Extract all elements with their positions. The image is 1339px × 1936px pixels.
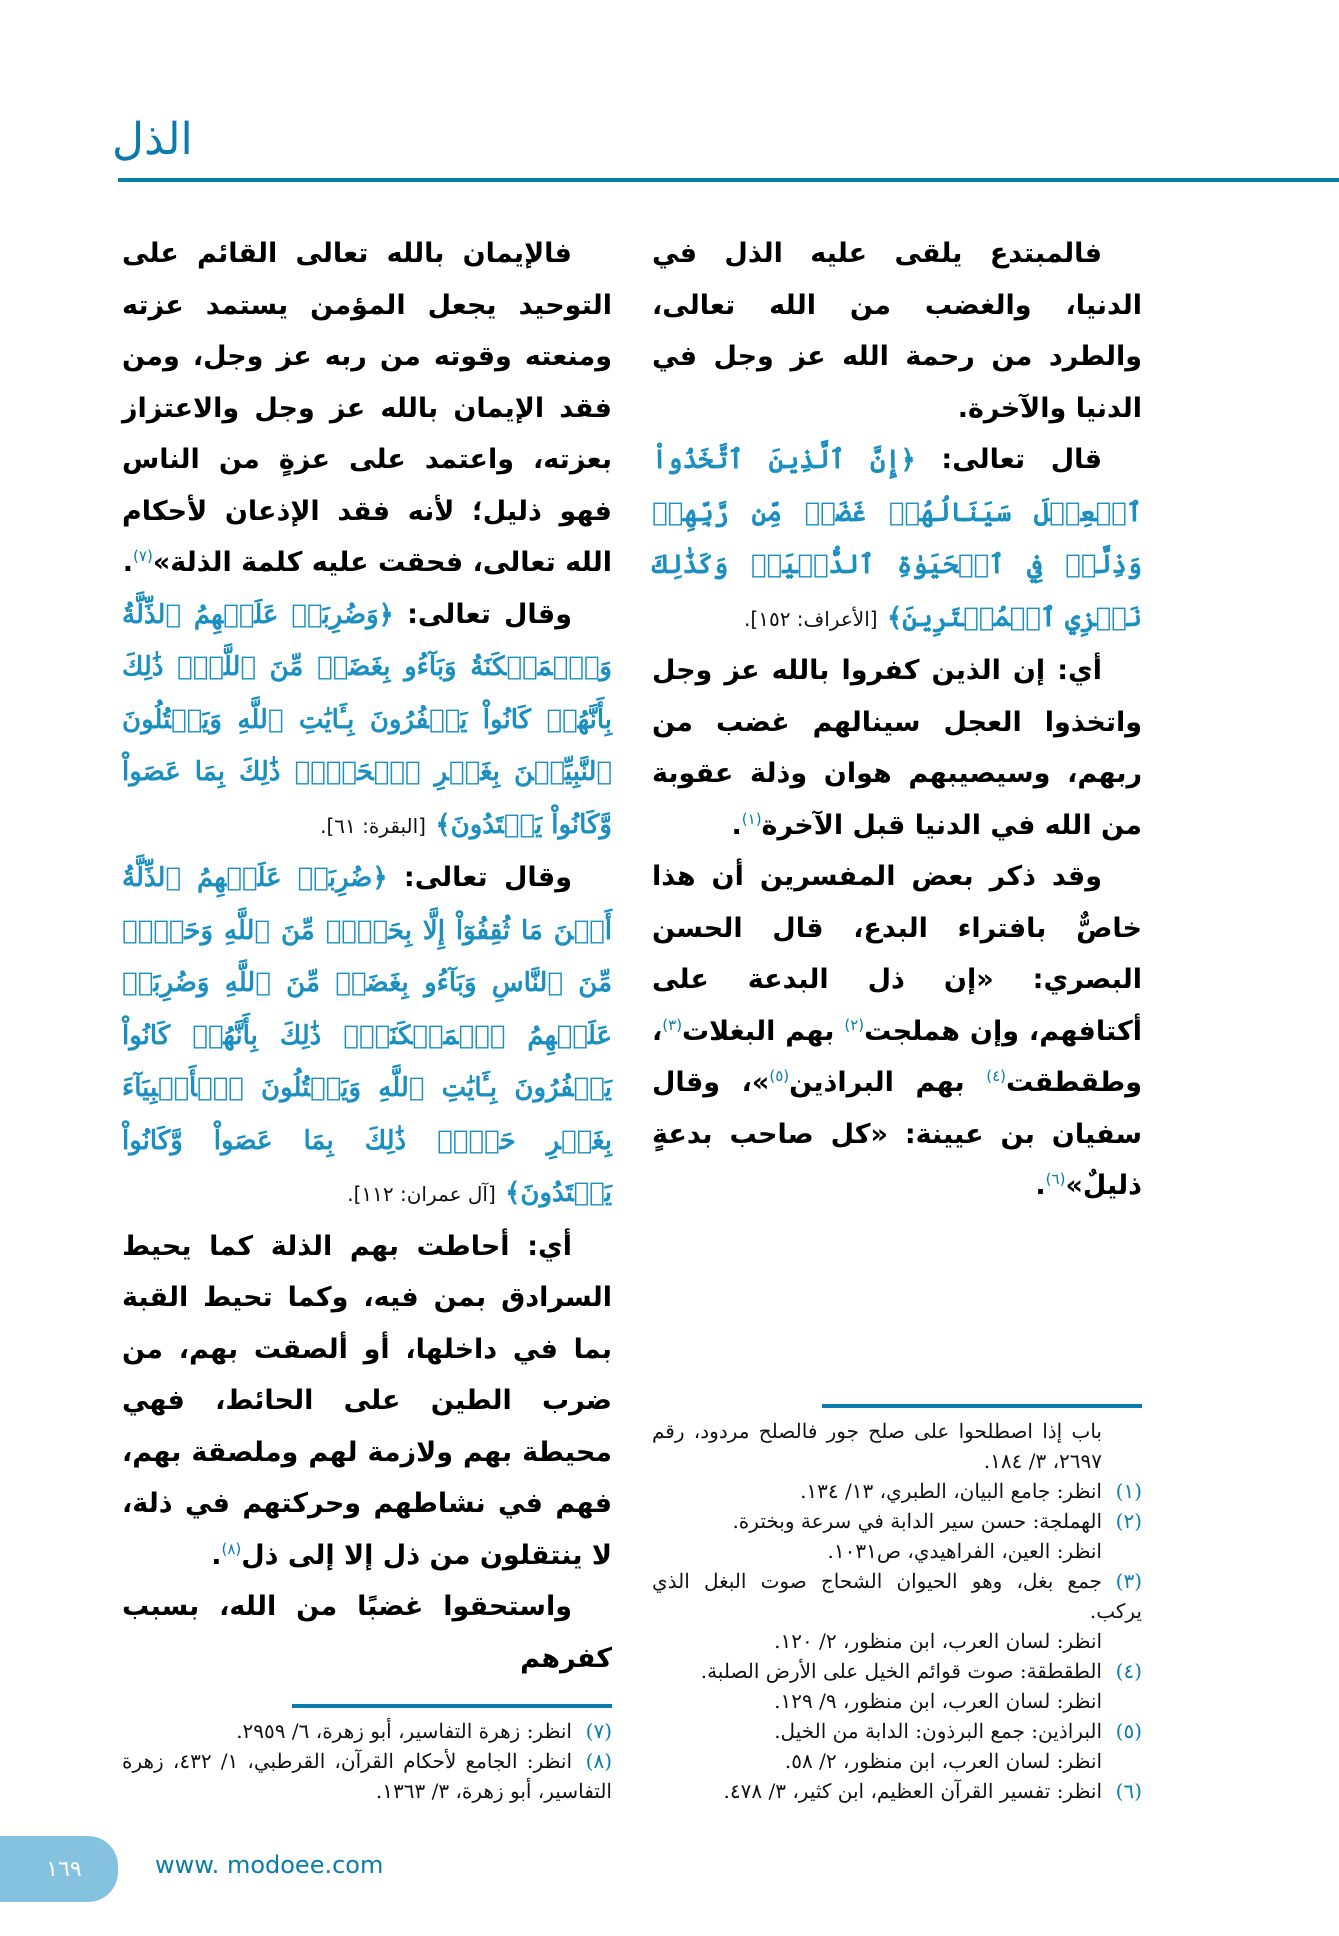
footnote-number: (١) bbox=[1115, 1479, 1142, 1503]
footnote-ref[interactable]: (١) bbox=[741, 809, 762, 828]
page-footer bbox=[0, 1826, 1339, 1936]
footnote-text: انظر: جامع البيان، الطبري، ١٣/ ١٣٤. bbox=[800, 1479, 1102, 1503]
verse-intro: وقال تعالى: bbox=[407, 598, 573, 630]
footnote-divider bbox=[822, 1404, 1142, 1408]
page-number: ١٦٩ bbox=[46, 1856, 82, 1882]
ornate-bracket-close-icon: ﴾ bbox=[886, 602, 903, 633]
ornate-bracket-open-icon: ﴿ bbox=[900, 445, 916, 475]
footnote-text: الطقطقة: صوت قوائم الخيل على الأرض الصلبة. bbox=[700, 1659, 1102, 1683]
period: . bbox=[1035, 1170, 1046, 1201]
paragraph-text: بهم البغلات bbox=[682, 1015, 845, 1047]
footnote-text: انظر: زهرة التفاسير، أبو زهرة، ٦/ ٢٩٥٩. bbox=[236, 1719, 572, 1743]
verse-block bbox=[122, 852, 612, 1221]
footnote-number: (٣) bbox=[1115, 1569, 1142, 1593]
verse-block bbox=[122, 589, 612, 853]
footnote-ref[interactable]: (٣) bbox=[662, 1015, 683, 1034]
footnote-line bbox=[652, 1416, 1142, 1476]
ornate-bracket-close-icon: ﴾ bbox=[435, 809, 451, 840]
footnote-text: البراذين: جمع البرذون: الدابة من الخيل. bbox=[774, 1719, 1102, 1743]
footnote-line bbox=[652, 1506, 1142, 1536]
verse-block bbox=[652, 434, 1142, 645]
paragraph bbox=[652, 645, 1142, 851]
footnote-line bbox=[652, 1626, 1142, 1656]
footnote-divider bbox=[292, 1704, 612, 1708]
footnote-ref[interactable]: (٨) bbox=[221, 1539, 242, 1558]
footnote-line bbox=[652, 1566, 1142, 1626]
footnote-line bbox=[652, 1746, 1142, 1776]
footnote-line bbox=[652, 1776, 1142, 1806]
left-column-body bbox=[122, 228, 612, 1684]
footnote-text: انظر: لسان العرب، ابن منظور، ٩/ ١٢٩. bbox=[774, 1689, 1102, 1713]
quran-verse: ضُرِبَتۡ عَلَيۡهِمُ ٱلذِّلَّةُ أَيۡنَ مَا ثُقِفُوٓاْ إِلَّا بِحَبۡلٖ مِّنَ ٱللَّهِ وَحَبۡلٖ مِّنَ ٱلنَّاسِ وَبَآءُو بِغَضَبٖ مِّنَ ٱللَّهِ وَضُرِبَتۡ عَلَيۡهِمُ ٱلۡمَسۡكَنَةُۚ ذَٰلِكَ بِأَنَّهُمۡ كَانُواْ يَكۡفُرُونَ بِـَٔايَٰتِ ٱللَّهِ وَيَقۡتُلُونَ ٱلۡأَنۢبِيَآءَ بِغَيۡرِ حَقّٖۚ ذَٰلِكَ بِمَا عَصَواْ وَّكَانُواْ يَعۡتَدُونَ bbox=[122, 863, 612, 1208]
verse-reference: [آل عمران: ١١٢]. bbox=[347, 1182, 496, 1206]
footnotes-left bbox=[122, 1684, 612, 1806]
footnote-line bbox=[652, 1476, 1142, 1506]
ornate-bracket-open-icon: ﴿ bbox=[372, 863, 388, 893]
footnote-line bbox=[652, 1656, 1142, 1686]
page-number-badge bbox=[0, 1836, 118, 1902]
footnote-line bbox=[652, 1536, 1142, 1566]
footnote-ref[interactable]: (٢) bbox=[844, 1015, 865, 1034]
footnote-text: انظر: تفسير القرآن العظيم، ابن كثير، ٣/ ٤٧٨. bbox=[723, 1779, 1102, 1803]
footnote-text: انظر: الجامع لأحكام القرآن، القرطبي، ١/ ٤٣٢، زهرة التفاسير، أبو زهرة، ٣/ ١٣٦٣. bbox=[122, 1749, 612, 1803]
footnotes-right bbox=[652, 1384, 1142, 1806]
right-column bbox=[652, 228, 1142, 1806]
left-column bbox=[122, 228, 612, 1806]
paragraph-text: »، وقال سفيان بن عيينة: «كل صاحب بدعةٍ ذليلٌ» bbox=[652, 1067, 1142, 1201]
verse-intro: وقال تعالى: bbox=[403, 862, 573, 893]
verse-reference: [البقرة: ٦١]. bbox=[320, 813, 426, 838]
quran-verse: إِنَّ ٱلَّذِينَ ٱتَّخَذُواْ ٱلۡعِجۡلَ سَيَنَالُهُمۡ غَضَبٞ مِّن رَّبِّهِمۡ وَذِلَّةٞ فِي ٱلۡحَيَوٰةِ ٱلدُّنۡيَاۚ وَكَذَٰلِكَ نَجۡزِي ٱلۡمُفۡتَرِينَ bbox=[652, 445, 1142, 633]
footnote-text: انظر: لسان العرب، ابن منظور، ٢/ ١٢٠. bbox=[774, 1629, 1102, 1653]
footnote-text: باب إذا اصطلحوا على صلح جور فالصلح مردود، رقم ٢٦٩٧، ٣/ ١٨٤. bbox=[652, 1419, 1102, 1473]
footnote-ref[interactable]: (٤) bbox=[986, 1067, 1007, 1085]
footnote-list bbox=[652, 1416, 1142, 1806]
paragraph-text: ، وطقطقت bbox=[652, 1015, 1142, 1098]
footnote-ref[interactable]: (٥) bbox=[769, 1067, 790, 1085]
footnote-number: (٦) bbox=[1115, 1779, 1142, 1803]
paragraph: فالمبتدع يلقى عليه الذل في الدنيا، والغضب من الله تعالى، والطرد من رحمة الله عز وجل في الدنيا والآخرة. bbox=[652, 238, 1142, 424]
footnote-line bbox=[122, 1746, 612, 1806]
footnote-text: انظر: لسان العرب، ابن منظور، ٢/ ٥٨. bbox=[784, 1749, 1102, 1773]
paragraph-text: أي: إن الذين كفروا بالله عز وجل واتخذوا العجل سينالهم غضب من ربهم، وسيصيبهم هوان وذلة عقوبة من الله في الدنيا قبل الآخرة bbox=[652, 655, 1142, 841]
paragraph-text: بهم البراذين bbox=[789, 1067, 987, 1098]
period: . bbox=[122, 547, 134, 578]
paragraph bbox=[652, 851, 1142, 1212]
period: . bbox=[211, 1539, 222, 1571]
paragraph-text: أي: أحاطت بهم الذلة كما يحيط السرادق بمن فيه، وكما تحيط القبة بما في داخلها، أو ألصقت بهم، من ضرب الطين على الحائط، فهي محيطة بهم ولازمة لهم وملصقة بهم، فهم في نشاطهم وحركتهم في ذلة، لا ينتقلون من ذل إلا إلى ذل bbox=[122, 1230, 612, 1571]
paragraph-text: وقد ذكر بعض المفسرين أن هذا خاصٌّ بافتراء البدع، قال الحسن البصري: «إن ذل البدعة على أكتافهم، وإن هملجت bbox=[652, 861, 1142, 1047]
footnote-number: (٥) bbox=[1115, 1719, 1142, 1743]
footnote-list bbox=[122, 1716, 612, 1806]
paragraph: واستحقوا غضبًا من الله، بسبب كفرهم bbox=[122, 1591, 612, 1674]
paragraph bbox=[122, 1221, 612, 1582]
website-link[interactable]: www. modoee.com bbox=[155, 1851, 384, 1879]
paragraph-text: فالإيمان بالله تعالى القائم على التوحيد يجعل المؤمن يستمد عزته ومنعته وقوته من ربه عز وجل، ومن فقد الإيمان بالله عز وجل والاعتزاز بعزته، واعتمد على عزةٍ من الناس فهو ذليل؛ لأنه فقد الإذعان لأحكام الله تعالى، فحقت عليه كلمة الذلة» bbox=[122, 238, 612, 578]
footnote-text: جمع بغل، وهو الحيوان الشحاج صوت البغل الذي يركب. bbox=[652, 1569, 1142, 1623]
footnote-ref[interactable]: (٦) bbox=[1045, 1170, 1066, 1188]
chapter-title: الذل bbox=[112, 114, 193, 165]
footnote-number: (٤) bbox=[1115, 1659, 1142, 1683]
ornate-bracket-close-icon: ﴾ bbox=[505, 1178, 521, 1208]
footnote-line bbox=[122, 1716, 612, 1746]
quran-verse: وَضُرِبَتۡ عَلَيۡهِمُ ٱلذِّلَّةُ وَٱلۡمَسۡكَنَةُ وَبَآءُو بِغَضَبٖ مِّنَ ٱللَّهِۗ ذَٰلِكَ بِأَنَّهُمۡ كَانُواْ يَكۡفُرُونَ بِـَٔايَٰتِ ٱللَّهِ وَيَقۡتُلُونَ ٱلنَّبِيِّـۧنَ بِغَيۡرِ ٱلۡحَقِّۗ ذَٰلِكَ بِمَا عَصَواْ وَّكَانُواْ يَعۡتَدُونَ bbox=[122, 599, 612, 840]
footnote-number: (٢) bbox=[1115, 1509, 1142, 1533]
footnote-line bbox=[652, 1716, 1142, 1746]
ornate-bracket-open-icon: ﴿ bbox=[378, 599, 394, 630]
footnote-text: انظر: العين، الفراهيدي، ص١٠٣١. bbox=[827, 1539, 1102, 1563]
period: . bbox=[731, 809, 742, 841]
footnote-number: (٧) bbox=[585, 1719, 612, 1743]
footnote-ref[interactable]: (٧) bbox=[133, 547, 153, 565]
verse-reference: [الأعراف: ١٥٢]. bbox=[744, 606, 878, 631]
footnote-text: الهملجة: حسن سير الدابة في سرعة وبخترة. bbox=[732, 1509, 1102, 1533]
paragraph bbox=[122, 228, 612, 589]
verse-intro: قال تعالى: bbox=[941, 444, 1102, 475]
footnote-number: (٨) bbox=[585, 1749, 613, 1773]
right-column-body bbox=[652, 228, 1142, 1212]
footnote-line bbox=[652, 1686, 1142, 1716]
